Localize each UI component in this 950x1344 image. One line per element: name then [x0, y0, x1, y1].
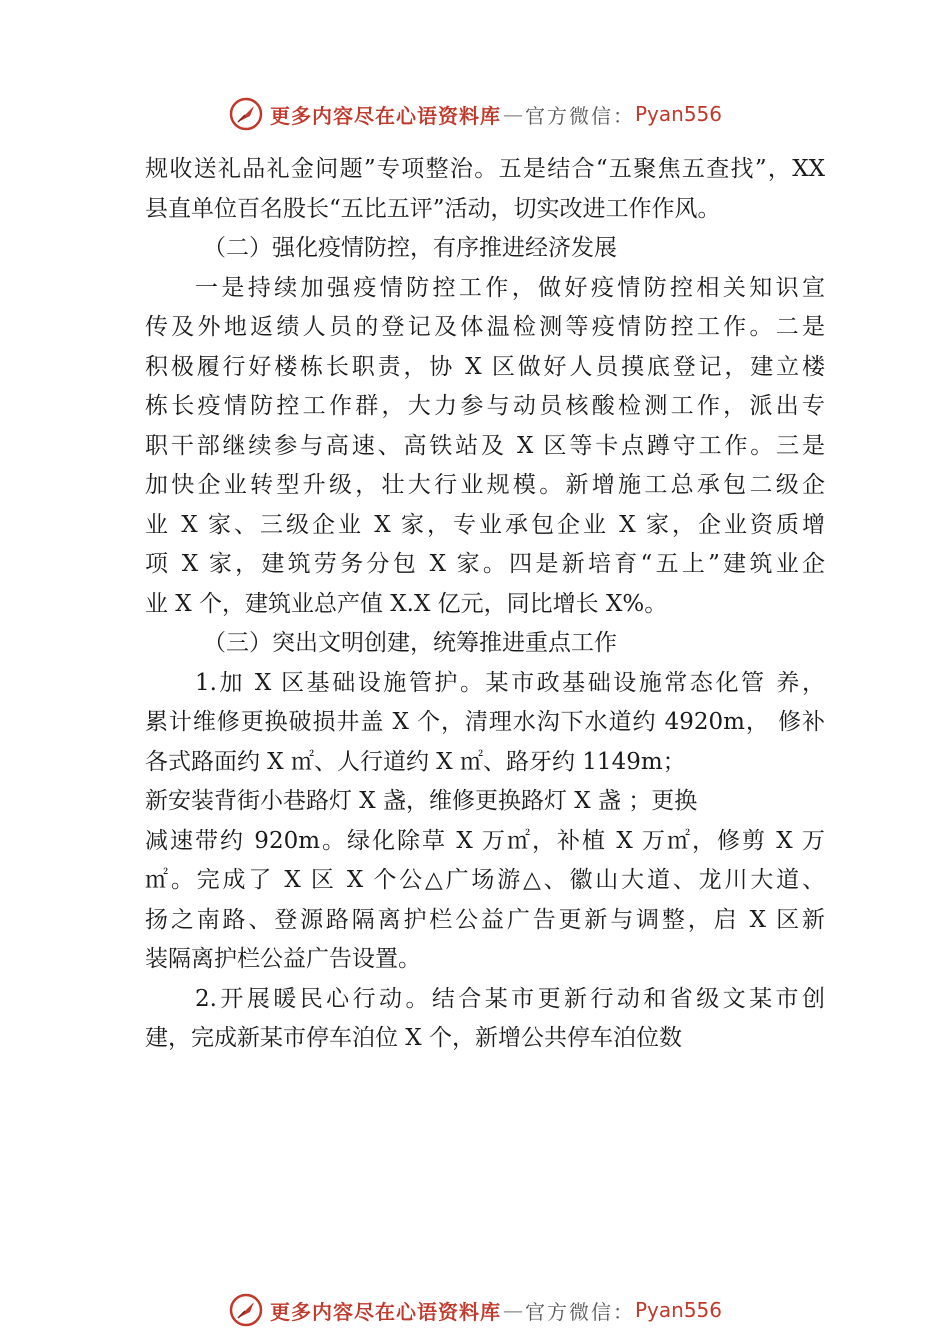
body-line: 各式路面约 X ㎡、人行道约 X ㎡、路牙约 1149m； — [145, 748, 686, 775]
brand-text: 更多内容尽在心语资料库 — [269, 1299, 501, 1324]
wechat-label: 官方微信： — [524, 1299, 635, 1324]
header-banner — [0, 94, 950, 134]
body-line: 装隔离护栏公益广告设置。 — [145, 946, 421, 972]
banner-dash: — — [502, 1298, 523, 1322]
body-line: 扬之南路、登源路隔离护栏公益广告更新与调整，启 X 区新 — [145, 906, 825, 933]
body-line: 加快企业转型升级，壮大行业规模。新增施工总承包二级企 — [145, 472, 825, 498]
banner-dash: — — [502, 102, 523, 126]
body-line: 业 X 家、三级企业 X 家，专业承包企业 X 家，企业资质增 — [145, 511, 825, 538]
body-line: 减速带约 920m。绿化除草 X 万㎡，补植 X 万㎡，修剪 X 万 — [145, 827, 825, 854]
wechat-label: 官方微信： — [524, 103, 635, 128]
section-heading: （三）突出文明创建，统筹推进重点工作 — [203, 630, 617, 656]
body-line: 业 X 个，建筑业总产值 X.X 亿元，同比增长 X%。 — [145, 590, 668, 617]
footer-banner — [0, 1290, 950, 1330]
body-line: 栋长疫情防控工作群，大力参与动员核酸检测工作，派出专 — [145, 393, 825, 419]
wechat-id: Pyan556 — [634, 1298, 722, 1322]
section-heading: （二）强化疫情防控，有序推进经济发展 — [203, 235, 617, 261]
document-body — [145, 150, 825, 1059]
body-line: 建，完成新某市停车泊位 X 个，新增公共停车泊位数 — [145, 1025, 682, 1051]
body-line: 规收送礼品礼金问题”专项整治。五是结合“五聚焦五查找”，XX — [145, 156, 825, 182]
body-line: 积极履行好楼栋长职责，协 X 区做好人员摸底登记，建立楼 — [145, 353, 825, 380]
quill-logo-icon — [228, 1292, 264, 1328]
body-line: 新安装背街小巷路灯 X 盏，维修更换路灯 X 盏 ；更换 — [145, 788, 698, 814]
body-line: 1.加 X 区基础设施管护。某市政基础设施常态化管 养， — [195, 669, 825, 696]
body-line: 一是持续加强疫情防控工作，做好疫情防控相关知识宣 — [195, 274, 825, 301]
quill-logo-icon — [228, 96, 264, 132]
body-line: 累计维修更换破损井盖 X 个，清理水沟下水道约 4920m， 修补 — [145, 709, 825, 735]
body-line: 传及外地返绩人员的登记及体温检测等疫情防控工作。二是 — [145, 314, 825, 340]
body-line: 2.开展暖民心行动。结合某市更新行动和省级文某市创 — [195, 985, 825, 1012]
body-line: ㎡。完成了 X 区 X 个公△广场游△、徽山大道、龙川大道、 — [145, 867, 825, 893]
wechat-id: Pyan556 — [634, 102, 722, 126]
body-line: 项 X 家，建筑劳务分包 X 家。四是新培育“五上”建筑业企 — [145, 551, 825, 577]
body-line: 职干部继续参与高速、高铁站及 X 区等卡点蹲守工作。三是 — [145, 432, 825, 459]
body-line: 县直单位百名股长“五比五评”活动，切实改进工作作风。 — [145, 195, 721, 222]
brand-text: 更多内容尽在心语资料库 — [269, 103, 501, 128]
